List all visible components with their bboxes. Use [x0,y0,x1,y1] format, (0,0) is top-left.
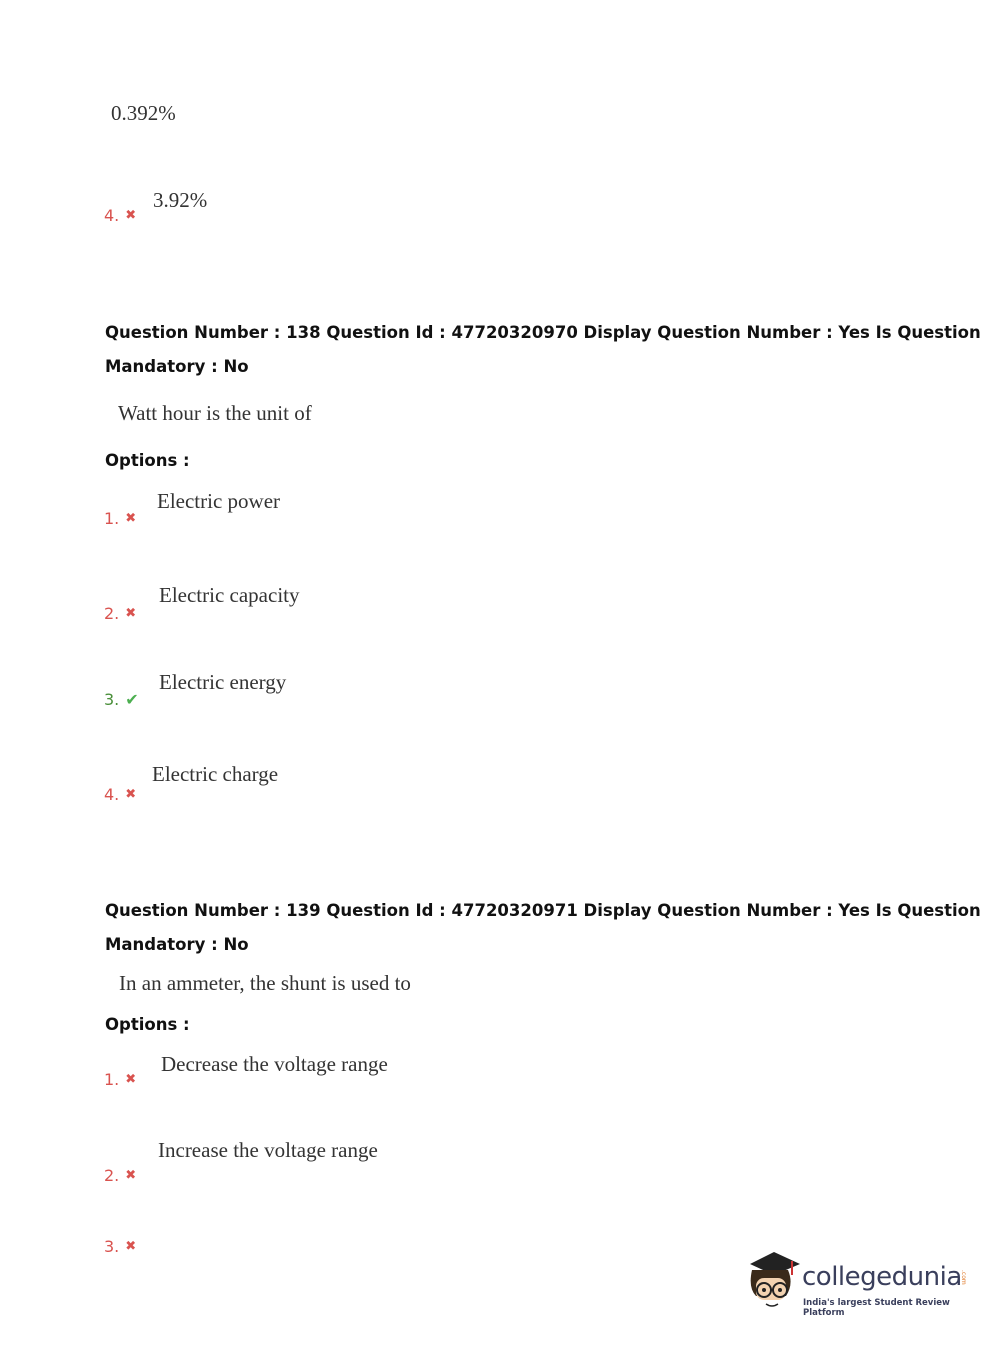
question-139-options-label: Options : [105,1015,190,1034]
question-139-text: In an ammeter, the shunt is used to [119,971,411,995]
option-number: 1. [104,1070,120,1089]
q138-option-3-number [104,690,139,709]
option-number: 1. [104,509,120,528]
option-number: 3. [104,1237,120,1256]
question-139-header-line2: Mandatory : No [105,935,249,954]
q138-option-4-text: Electric charge [152,762,279,786]
option-number: 4. [104,785,120,804]
cross-icon: ✖ [125,1239,137,1254]
q138-option-3-text: Electric energy [159,670,287,694]
q139-option-1-text: Decrease the voltage range [161,1052,388,1076]
q138-option-2-number [104,604,136,623]
q139-option-2-number [104,1166,136,1185]
question-139-header-line1: Question Number : 139 Question Id : 47720320971 Display Question Number : Yes Is Question [105,901,981,920]
option-number: 2. [104,604,120,623]
option-number: 3. [104,690,120,709]
q138-option-1-text: Electric power [157,489,281,513]
question-138-options-label: Options : [105,451,190,470]
option-number: 4. [104,206,120,225]
option-number: 2. [104,1166,120,1185]
question-138-text: Watt hour is the unit of [118,401,312,425]
mascot-icon [742,1248,802,1318]
brand-name: collegedunia [802,1262,962,1292]
cross-icon: ✖ [125,787,137,802]
brand-tagline: India's largest Student Review Platform [803,1298,950,1318]
q138-option-1-number [104,509,136,528]
collegedunia-watermark [742,1248,972,1320]
check-icon: ✔ [125,690,139,709]
q139-option-1-number [104,1070,136,1089]
prev-option-3-text: 0.392% [111,101,176,125]
q139-option-2-text: Increase the voltage range [158,1138,378,1162]
brand-domain-suffix: .com [960,1270,967,1285]
prev-option-4-text: 3.92% [153,188,208,212]
cross-icon: ✖ [125,1168,137,1183]
cross-icon: ✖ [125,606,137,621]
prev-option-4-number [104,206,136,225]
cross-icon: ✖ [125,1072,137,1087]
q138-option-4-number [104,785,136,804]
cross-icon: ✖ [125,511,137,526]
question-138-header-line2: Mandatory : No [105,357,249,376]
q139-option-3-number [104,1237,136,1256]
cross-icon: ✖ [125,208,137,223]
q138-option-2-text: Electric capacity [159,583,300,607]
question-138-header-line1: Question Number : 138 Question Id : 47720320970 Display Question Number : Yes Is Question [105,323,981,342]
